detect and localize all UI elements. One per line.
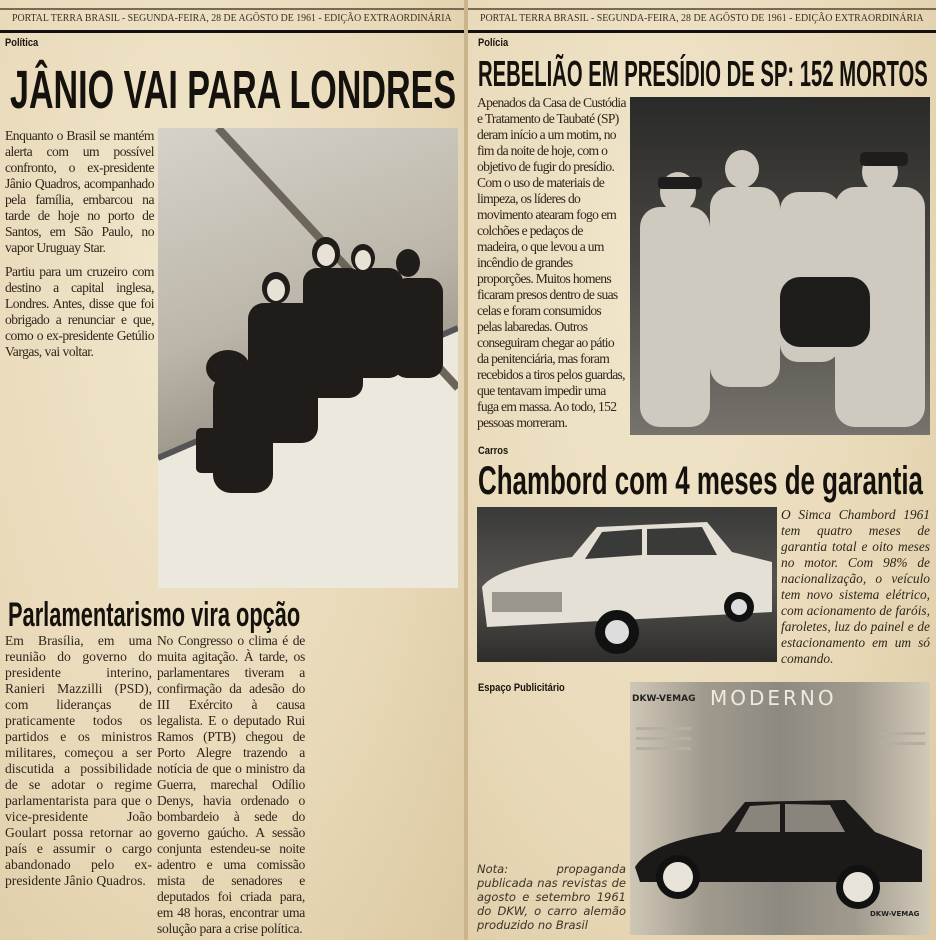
headline: Chambord com 4 meses de garantia — [478, 459, 923, 503]
headline: REBELIÃO EM PRESÍDIO DE SP: 152 MORTOS — [478, 53, 928, 94]
headline: Parlamentarismo vira opção — [8, 596, 301, 634]
section-label: Carros — [478, 445, 509, 457]
photo-illustration — [630, 682, 930, 935]
photo-illustration — [477, 507, 777, 662]
ad-brand-logo: DKW-VEMAG — [870, 910, 920, 918]
paragraph: Em Brasília, em uma reunião do governo do presidente interino, Ranieri Mazzilli (PSD), com lideranças de praticamente todos os partidos e os ministros militares, começou a ser discutida a possibilidade de se adotar o regime parlamentarista para que o vice-presidente João Goulart possa retornar ao país e assumir o cargo abandonado pelo ex-presidente Jânio Quadros. — [5, 633, 152, 888]
masthead-text: PORTAL TERRA BRASIL - SEGUNDA-FEIRA, 28 DE AGÔSTO DE 1961 - EDIÇÃO EXTRAORDINÁRIA — [480, 13, 924, 24]
section-label: Política — [5, 37, 39, 49]
photo-simca-chambord — [477, 507, 777, 662]
masthead-text: PORTAL TERRA BRASIL - SEGUNDA-FEIRA, 28 DE AGÔSTO DE 1961 - EDIÇÃO EXTRAORDINÁRIA — [12, 13, 452, 24]
paragraph: Apenados da Casa de Custódia e Tratamento de Taubaté (SP) deram início a um motim, no fim da noite de hoje, com o objetivo de fugir do presídio. Com o uso de materiais de limpeza, os líderes do movimento atearam fogo em colchões e pedaços de madeira, o que levou a um incêndio de grandes proporções. Muitos homens ficaram presos dentro de suas celas e foram consumidos pelas labaredas. Outros conseguiram chegar ao pátio da penitenciária, mas foram recebidos a tiros pelos guardas, que tentavam impedir uma fuga em massa. Ao todo, 152 pessoas morreram. — [477, 95, 626, 430]
masthead — [0, 8, 464, 33]
left-page — [0, 0, 464, 940]
masthead — [468, 8, 936, 33]
ad-note: Nota: propaganda publicada nas revistas de agosto e setembro 1961 do DKW, o carro alemão produzido no Brasil — [477, 862, 626, 932]
paragraph: O Simca Chambord 1961 tem quatro meses de garantia total e oito meses no motor. Com 98% de nacionalização, o veículo tem novo sistema elétrico, com acionamento de faróis, faroletes, luz do painel e de estacionamento em um só comando. — [781, 507, 930, 666]
ad-brand-logo: DKW-VEMAG — [632, 694, 696, 704]
article-body — [5, 128, 154, 360]
article-column-2 — [157, 633, 305, 937]
section-label: Espaço Publicitário — [478, 682, 565, 694]
right-page — [468, 0, 936, 940]
photo-illustration — [630, 97, 930, 435]
headline: JÂNIO VAI PARA LONDRES — [10, 60, 457, 120]
photo-illustration — [158, 128, 458, 588]
article-column-1 — [5, 633, 152, 889]
paragraph: Partiu para um cruzeiro com destino a capital inglesa, Londres. Antes, disse que foi obrigado a renunciar e que, como o ex-presidente Getúlio Vargas, vai voltar. — [5, 264, 154, 359]
paragraph: Enquanto o Brasil se mantém alerta com um possível confronto, o ex-presidente Jânio Quadros, acompanhado pela família, embarcou na tarde de hoje no porto de Santos, em São Paulo, no vapor Uruguay Star. — [5, 128, 154, 255]
paragraph: No Congresso o clima é de muita agitação. À tarde, os parlamentares tiveram a confirmação da adesão do III Exército à causa legalista. E o deputado Rui Ramos (PTB) chegou de Porto Alegre trazendo a notícia de que o ministro da Guerra, marechal Odílio Denys, havia ordenado o bombardeio à sede do governo gaúcho. A sessão conjunta estendeu-se noite adentro e uma comissão mista de senadores e deputados foi criada para, em 48 horas, encontrar uma solução para a crise política. — [157, 633, 305, 936]
section-label: Polícia — [478, 37, 509, 49]
advertisement-dkw — [630, 682, 930, 935]
photo-prison-riot — [630, 97, 930, 435]
ad-title: MODERNO — [710, 686, 837, 710]
article-body — [477, 95, 626, 431]
photo-janio-ship — [158, 128, 458, 588]
article-body — [781, 507, 930, 667]
